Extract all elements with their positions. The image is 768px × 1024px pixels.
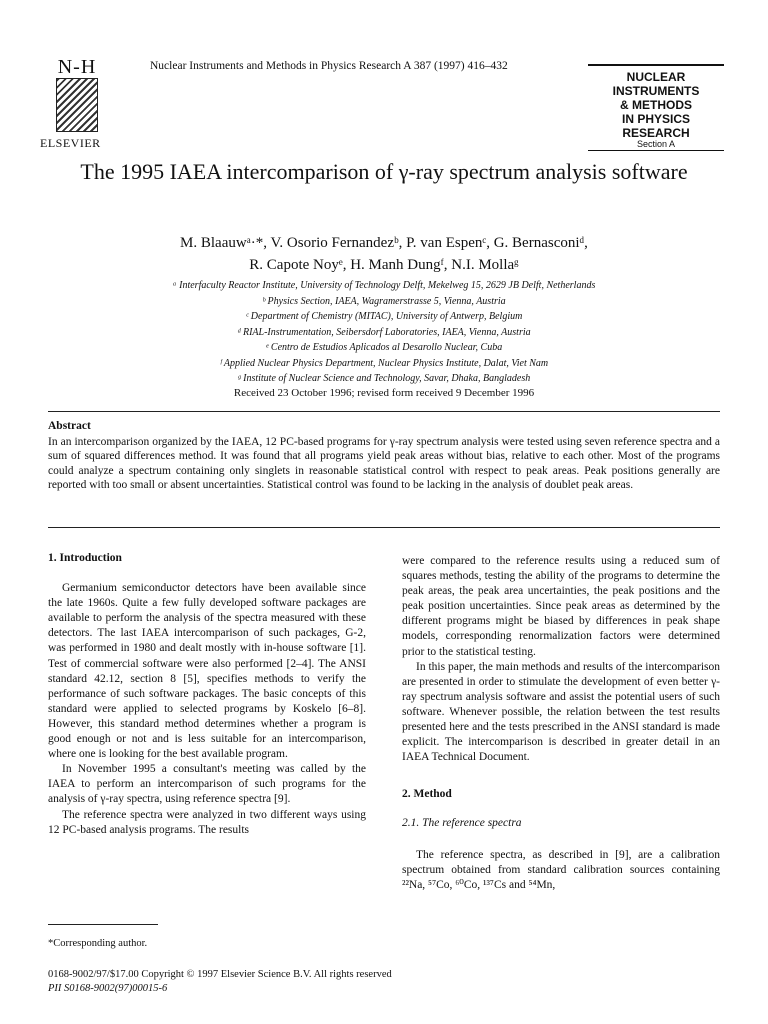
pii: PII S0168-9002(97)00015-6: [48, 983, 168, 994]
received-dates: Received 23 October 1996; revised form received 9 December 1996: [233, 387, 535, 399]
paragraph: Germanium semiconductor detectors have been available since the late 1960s. Quite a few fully developed software packages are available to perform the analysis of the spectra measured with these detectors. The last IAEA intercomparison of such packages, G-2, was performed in 1980 and dealt mostly with in-house software [1]. Test of commercial software were also performed [2–4]. The ANSI standard 42.12, section 8 [5], specifies methods to verify the performance of such software packages. The basic concepts of this standard were applied to selected programs by Koskelo [6–8]. However, this standard method determines whether a program is good enough or not and is less suitable for an intercomparison, where one is looking for the best available program.: [48, 582, 366, 761]
affiliation: ᵃ Interfaculty Reactor Institute, University of Technology Delft, Mekelweg 15, 2629 JB Delft, Netherlands: [172, 280, 596, 291]
journal-title: [588, 70, 724, 140]
journal-title-line: IN PHYSICS: [621, 112, 690, 126]
paragraph: In November 1995 a consultant's meeting was called by the IAEA to perform an intercomparison of such programs for the analysis of γ-ray spectra, using reference spectra [9].: [48, 763, 366, 806]
divider: [48, 411, 720, 412]
paragraph: were compared to the reference results using a reduced sum of squares methods, testing the ability of the programs to determine the peak areas, the peak area uncertainties, the peak positions and the peak position uncertainties. Since peak areas as determined by the different programs might be biased by differences in peak shape models, corresponding renormalization factors were determined prior to the statistical testing.: [402, 555, 720, 658]
affiliation: ᶠ Applied Nuclear Physics Department, Nuclear Physics Institute, Dalat, Viet Nam: [219, 357, 549, 369]
logo-initials: N-H: [57, 56, 97, 78]
journal-title-line: RESEARCH: [622, 126, 690, 140]
footnote: *Corresponding author.: [48, 938, 148, 949]
affiliations: [40, 278, 728, 387]
journal-title-line: & METHODS: [620, 98, 692, 112]
authors-line: R. Capote Noyᵉ, H. Manh Dungᶠ, N.I. Mollaᵍ: [249, 257, 519, 273]
page-footer: [48, 968, 392, 996]
copyright: 0168-9002/97/$17.00 Copyright © 1997 Elsevier Science B.V. All rights reserved: [48, 969, 392, 980]
journal-title-line: NUCLEAR: [626, 70, 686, 84]
right-column: [402, 554, 720, 893]
divider: [48, 527, 720, 528]
journal-reference: Nuclear Instruments and Methods in Physics Research A 387 (1997) 416–432: [150, 60, 508, 72]
left-column: [48, 551, 366, 838]
publisher-name: ELSEVIER: [40, 136, 101, 150]
footnote-rule: [48, 924, 158, 925]
journal-title-box: [588, 64, 724, 148]
publisher-logo: [40, 56, 112, 150]
affiliation: ᵇ Physics Section, IAEA, Wagramerstrasse 5, Vienna, Austria: [262, 295, 506, 307]
elsevier-tree-icon: [56, 78, 98, 132]
paragraph: In this paper, the main methods and results of the intercomparison are presented in order to stimulate the development of even better γ-ray spectrum analysis software and assist the potential users of such software. Whenever possible, the relation between the test results presented here and the tests prescribed in the ANSI standard is made explicit. The intercomparison is described in greater detail in an IAEA Technical Document.: [402, 660, 720, 764]
subsection-heading: 2.1. The reference spectra: [402, 817, 522, 830]
journal-title-line: INSTRUMENTS: [612, 84, 700, 98]
article-title: The 1995 IAEA intercomparison of γ-ray spectrum analysis software: [80, 159, 688, 184]
affiliation: ᵈ RIAL-Instrumentation, Seibersdorf Laboratories, IAEA, Vienna, Austria: [237, 326, 531, 338]
abstract-text: In an intercomparison organized by the IAEA, 12 PC-based programs for γ-ray spectrum analysis were tested using seven reference spectra and a sum of squared differences method. It was found that all programs yield peak areas without bias, relative to each other. Most of the programs could analyze a spectrum containing only singlets in reasonable statistical control with respect to peak areas. Peak positions generally are reported with too small or absent uncertainties. Statistical control was found to be lacking in the analysis of doublet peak areas.: [48, 436, 720, 492]
author-list: [40, 232, 728, 276]
journal-section: Section A: [588, 139, 724, 151]
paragraph: The reference spectra were analyzed in two different ways using 12 PC-based analysis programs. The results: [48, 808, 366, 836]
affiliation: ᶜ Department of Chemistry (MITAC), University of Antwerp, Belgium: [245, 311, 523, 322]
section-heading: 2. Method: [402, 788, 452, 801]
affiliation: ᵍ Institute of Nuclear Science and Technology, Savar, Dhaka, Bangladesh: [237, 373, 531, 384]
paragraph: The reference spectra, as described in [9], are a calibration spectrum obtained from standard calibration sources containing ²²Na, ⁵⁷Co, ⁶⁰Co, ¹³⁷Cs and ⁵⁴Mn,: [402, 848, 720, 891]
affiliation: ᵉ Centro de Estudios Aplicados al Desarollo Nuclear, Cuba: [265, 342, 503, 353]
section-heading: 1. Introduction: [48, 552, 122, 564]
authors-line: M. Blaauwᵃ·*, V. Osorio Fernandezᵇ, P. van Espenᶜ, G. Bernasconiᵈ,: [180, 235, 588, 251]
abstract-heading: Abstract: [48, 420, 91, 432]
